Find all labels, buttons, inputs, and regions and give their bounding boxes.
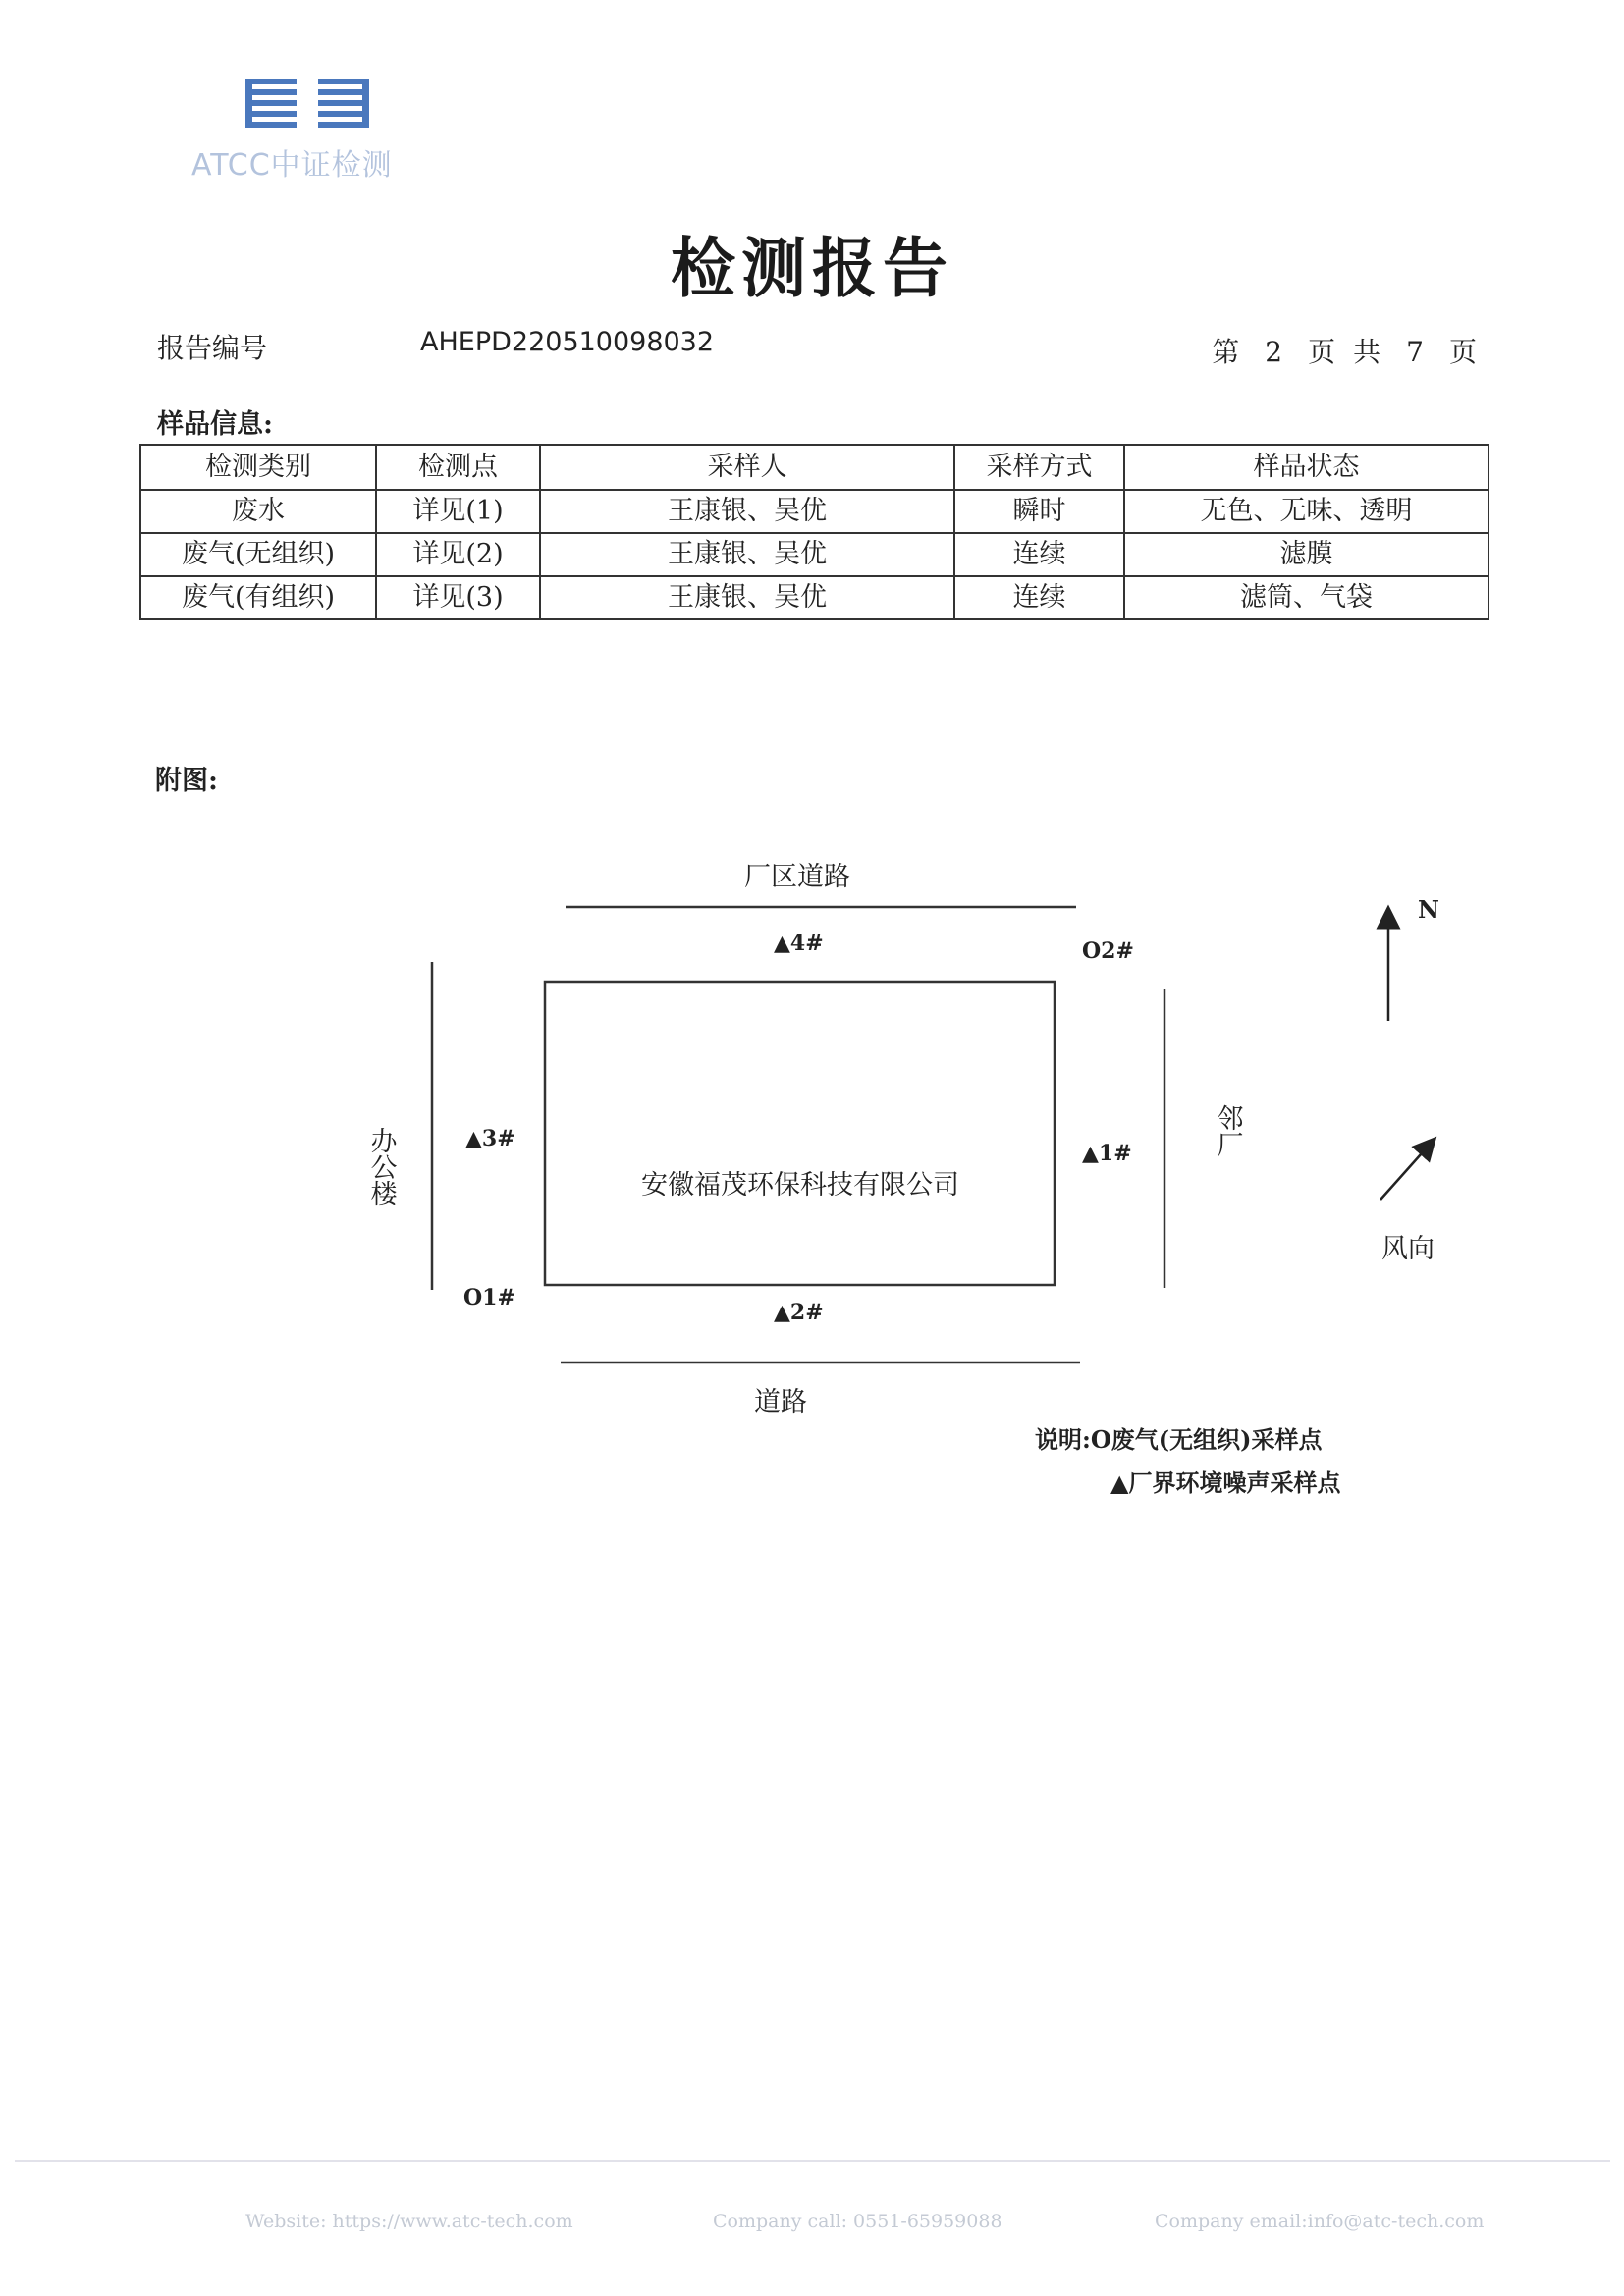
table-cell: 详见(2) [376, 533, 540, 576]
column-header: 采样方式 [954, 445, 1124, 490]
page-total: 7 [1406, 336, 1424, 368]
noise-point-2: ▲2# [774, 1300, 824, 1325]
report-number-label: 报告编号 [157, 332, 268, 364]
noise-point-4: ▲4# [774, 931, 824, 956]
table-cell: 滤筒、气袋 [1124, 576, 1489, 619]
wind-label: 风向 [1381, 1234, 1435, 1264]
sample-info-title: 样品信息: [157, 409, 273, 440]
footer-email: Company email:info@atc-tech.com [1155, 2211, 1485, 2232]
company-logo-text: ATCC中证检测 [191, 148, 393, 183]
legend-noise-sampling: ▲厂界环境噪声采样点 [1110, 1468, 1341, 1497]
gas-point-2: O2# [1082, 938, 1134, 964]
table-cell: 废水 [140, 490, 376, 533]
page-current: 2 [1265, 336, 1283, 368]
table-cell: 连续 [954, 533, 1124, 576]
table-cell: 无色、无味、透明 [1124, 490, 1489, 533]
report-number: AHEPD220510098032 [420, 327, 715, 357]
report-title: 检测报告 [671, 230, 953, 306]
legend-gas-sampling: 说明:O废气(无组织)采样点 [1035, 1425, 1323, 1454]
footer-phone: Company call: 0551-65959088 [713, 2211, 1002, 2232]
office-building-label: 办公楼 [365, 1127, 397, 1206]
gas-point-1: O1# [463, 1285, 515, 1310]
table-cell: 王康银、吴优 [540, 576, 954, 619]
column-header: 检测类别 [140, 445, 376, 490]
wind-arrow-icon [1380, 1146, 1429, 1200]
noise-point-3: ▲3# [465, 1126, 515, 1151]
table-cell: 王康银、吴优 [540, 490, 954, 533]
table-cell: 王康银、吴优 [540, 533, 954, 576]
page-prefix: 第 [1212, 336, 1240, 368]
north-label: N [1418, 895, 1439, 924]
neighbor-plant-label: 邻厂 [1212, 1104, 1243, 1157]
table-cell: 连续 [954, 576, 1124, 619]
column-header: 检测点 [376, 445, 540, 490]
company-boundary [545, 982, 1055, 1285]
page-mid-1: 页 [1308, 336, 1336, 368]
figure-title: 附图: [155, 766, 218, 796]
table-cell: 详见(3) [376, 576, 540, 619]
column-header: 样品状态 [1124, 445, 1489, 490]
noise-point-1: ▲1# [1082, 1141, 1132, 1166]
bottom-road-label: 道路 [754, 1387, 807, 1417]
top-road-label: 厂区道路 [744, 862, 850, 892]
table-cell: 滤膜 [1124, 533, 1489, 576]
page-mid-2: 共 [1353, 336, 1381, 368]
company-name: 安徽福茂环保科技有限公司 [641, 1170, 959, 1201]
page-suffix: 页 [1448, 336, 1477, 368]
column-header: 采样人 [540, 445, 954, 490]
footer-website: Website: https://www.atc-tech.com [245, 2211, 573, 2232]
table-cell: 废气(无组织) [140, 533, 376, 576]
table-cell: 瞬时 [954, 490, 1124, 533]
footer-divider [15, 2160, 1610, 2162]
table-cell: 详见(1) [376, 490, 540, 533]
table-cell: 废气(有组织) [140, 576, 376, 619]
